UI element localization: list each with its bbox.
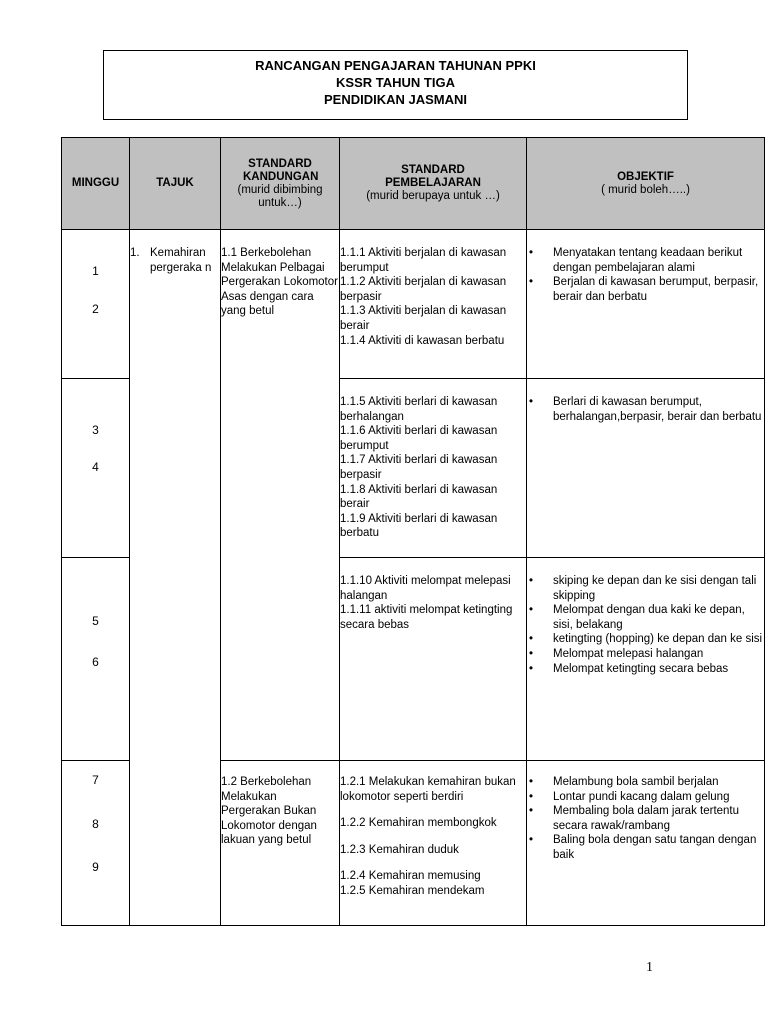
tajuk-number: 1. — [130, 247, 140, 259]
pembelajaran-item: 1.1.11 aktiviti melompat ketingting secara bebas — [340, 604, 513, 631]
pembelajaran-item: 1.1.8 Aktiviti berlari di kawasan berair — [340, 483, 498, 511]
pembelajaran-item: 1.1.5 Aktiviti berlari di kawasan berhalangan — [340, 396, 498, 423]
tajuk-text: Kemahiran pergeraka n — [150, 247, 212, 274]
pembelajaran-cell — [340, 761, 527, 926]
objektif-cell — [527, 761, 765, 926]
table-header-row — [62, 138, 765, 230]
header-standard-kandungan: STANDARD KANDUNGAN (murid dibimbing untuk…) — [221, 138, 340, 230]
pembelajaran-item: 1.1.6 Aktiviti berlari di kawasan berumput — [340, 425, 498, 452]
kandungan-cell — [221, 761, 340, 926]
week-number: 4 — [92, 459, 99, 474]
kandungan-cell — [221, 230, 340, 761]
week-cell — [62, 558, 130, 761]
objektif-item: • skiping ke depan dan ke sisi dengan tali skipping — [527, 574, 764, 603]
page-number: 1 — [646, 960, 653, 975]
pembelajaran-item: 1.1.3 Aktiviti berjalan di kawasan berair — [340, 305, 507, 332]
objektif-item: • Baling bola dengan satu tangan dengan baik — [527, 833, 764, 862]
objektif-item: • Berjalan di kawasan berumput, berpasir, berair dan berbatu — [527, 275, 764, 304]
week-number: 3 — [92, 423, 99, 437]
objektif-item: • Berlari di kawasan berumput, berhalangan,berpasir, berair dan berbatu — [527, 395, 764, 424]
pembelajaran-item: 1.2.3 Kemahiran duduk — [340, 843, 459, 856]
week-number: 5 — [92, 614, 99, 628]
header-minggu: MINGGU — [62, 138, 130, 230]
pembelajaran-item: 1.1.9 Aktiviti berlari di kawasan berbatu — [340, 512, 498, 540]
kandungan-text: 1.2 Berkebolehan Melakukan Pergerakan Bukan Lokomotor dengan lakuan yang betul — [221, 776, 317, 847]
objektif-cell — [527, 379, 765, 558]
pembelajaran-item: 1.1.1 Aktiviti berjalan di kawasan berumput — [340, 247, 507, 274]
tajuk-cell — [130, 230, 221, 926]
pembelajaran-item: 1.2.2 Kemahiran membongkok — [340, 817, 497, 830]
week-cell — [62, 379, 130, 558]
header-tajuk: TAJUK — [130, 138, 221, 230]
document-title-box — [103, 50, 688, 120]
title-line-1: RANCANGAN PENGAJARAN TAHUNAN PPKI — [255, 58, 536, 73]
week-number: 6 — [92, 654, 99, 669]
objektif-item: • Melompat ketingting secara bebas — [527, 662, 764, 677]
week-number: 8 — [92, 816, 99, 831]
objektif-item: • Menyatakan tentang keadaan berikut dengan pembelajaran alami — [527, 246, 764, 275]
objektif-item: • Melompat dengan dua kaki ke depan, sisi, belakang — [527, 603, 764, 632]
objektif-item: • Melompat melepasi halangan — [527, 647, 764, 662]
table-row — [62, 230, 765, 379]
pembelajaran-cell — [340, 379, 527, 558]
week-cell — [62, 761, 130, 926]
objektif-item: • Lontar pundi kacang dalam gelung — [527, 790, 764, 805]
objektif-item: • Melambung bola sambil berjalan — [527, 775, 764, 790]
yearly-plan-table — [61, 137, 765, 926]
pembelajaran-cell — [340, 558, 527, 761]
week-number: 7 — [92, 773, 99, 787]
pembelajaran-item: 1.1.10 Aktiviti melompat melepasi halangan — [340, 575, 511, 602]
pembelajaran-item: 1.2.5 Kemahiran mendekam — [340, 884, 485, 897]
week-cell — [62, 230, 130, 379]
title-line-2: KSSR TAHUN TIGA — [336, 75, 455, 90]
header-standard-pembelajaran: STANDARD PEMBELAJARAN (murid berupaya untuk …) — [340, 138, 527, 230]
pembelajaran-item: 1.2.1 Melakukan kemahiran bukan lokomotor seperti berdiri — [340, 776, 516, 803]
pembelajaran-item: 1.1.4 Aktiviti di kawasan berbatu — [340, 334, 505, 347]
pembelajaran-cell — [340, 230, 527, 379]
pembelajaran-item: 1.2.4 Kemahiran memusing — [340, 870, 481, 883]
kandungan-text: 1.1 Berkebolehan Melakukan Pelbagai Pergerakan Lokomotor Asas dengan cara yang betul — [221, 247, 338, 318]
objektif-item: • ketingting (hopping) ke depan dan ke sisi — [527, 632, 764, 647]
title-line-3: PENDIDIKAN JASMANI — [323, 92, 467, 107]
week-number: 9 — [92, 860, 99, 875]
objektif-cell — [527, 558, 765, 761]
week-number: 1 — [92, 264, 99, 278]
pembelajaran-item: 1.1.7 Aktiviti berlari di kawasan berpasir — [340, 454, 498, 481]
week-number: 2 — [92, 301, 99, 316]
pembelajaran-item: 1.1.2 Aktiviti berjalan di kawasan berpasir — [340, 276, 507, 303]
header-objektif: OBJEKTIF ( murid boleh…..) — [527, 138, 765, 230]
objektif-item: • Membaling bola dalam jarak tertentu secara rawak/rambang — [527, 804, 764, 833]
objektif-cell — [527, 230, 765, 379]
